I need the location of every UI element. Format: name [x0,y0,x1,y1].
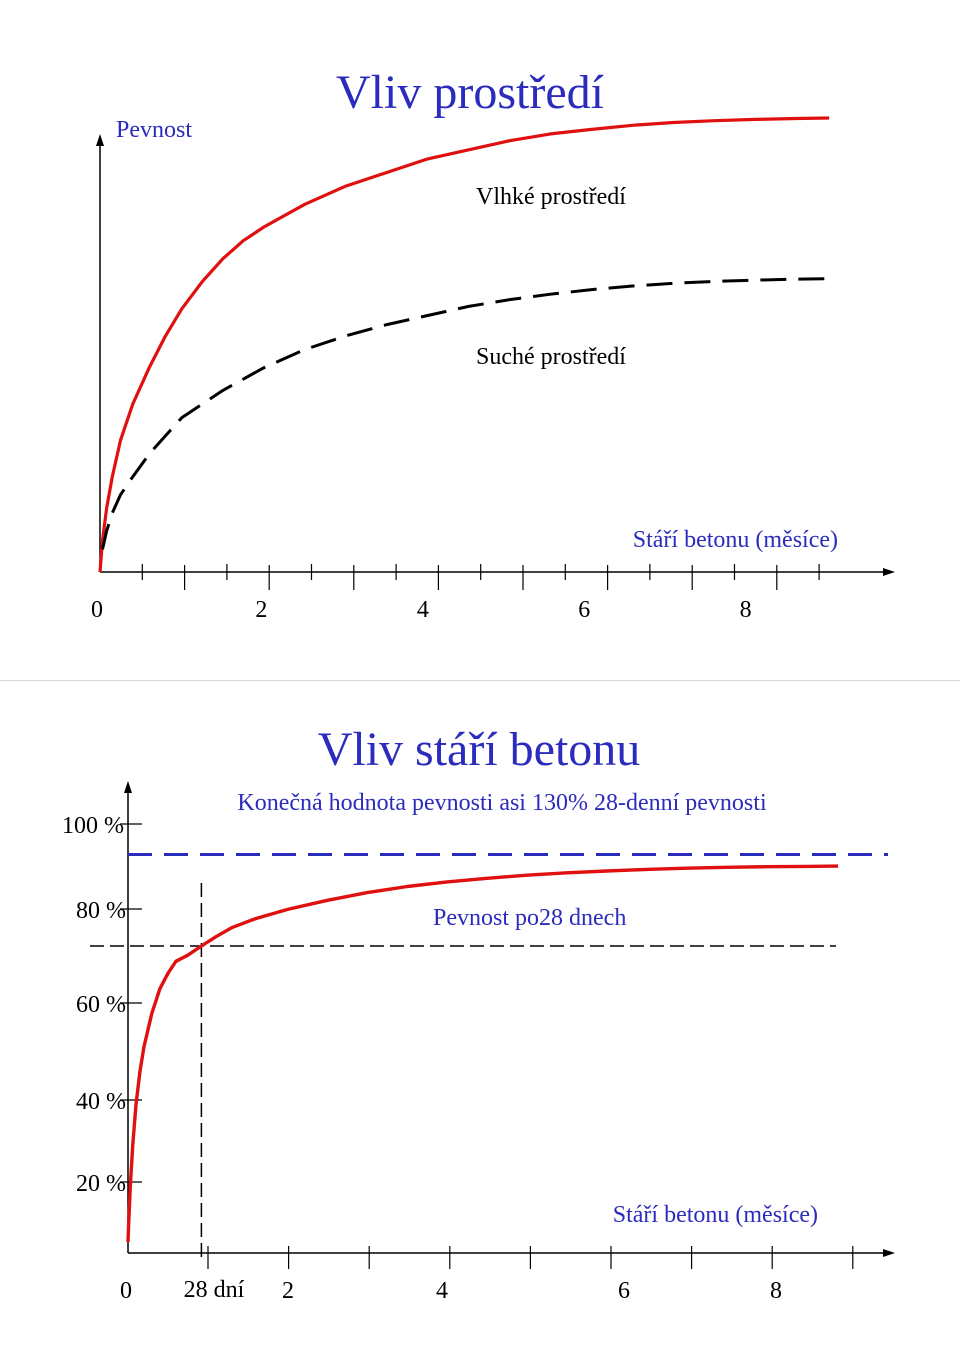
slide-concrete-age [0,681,960,1358]
x-tick-label: 0 [91,597,103,623]
chart-title: Vliv stáří betonu [317,723,641,776]
y-tick-label: 100 % [62,813,124,839]
x-tick-label: 0 [120,1278,132,1304]
x-tick-label: 6 [578,597,591,623]
series-label-wet: Vlhké prostředí [476,184,626,210]
final-strength-note: Konečná hodnota pevnosti asi 130% 28-denní pevnosti [237,790,767,816]
x-tick-label: 8 [739,597,752,623]
y-axis-arrow-icon [96,134,104,146]
x-tick-label: 6 [618,1278,630,1304]
y-tick-label: 40 % [76,1089,126,1115]
series-label-dry: Suché prostředí [476,344,626,370]
x-tick-label: 4 [436,1278,448,1304]
x-marker-label: 28 dní [183,1277,245,1303]
concrete-age-chart [0,681,960,1358]
x-axis-arrow-icon [883,1249,895,1257]
chart-title: Vliv prostředí [336,66,604,119]
y-axis-label: Pevnost [116,117,193,143]
y-tick-label: 60 % [76,992,126,1018]
x-axis-label: Stáří betonu (měsíce) [632,527,838,553]
y-axis-arrow-icon [124,781,132,793]
strength-28-days-note: Pevnost po28 dnech [433,905,627,931]
x-tick-label: 8 [770,1278,782,1304]
x-axis-label: Stáří betonu (měsíce) [612,1202,818,1228]
x-tick-label: 4 [416,597,429,623]
x-tick-label: 2 [255,597,268,623]
y-tick-label: 80 % [76,898,126,924]
y-tick-label: 20 % [76,1171,126,1197]
x-tick-label: 2 [282,1278,294,1304]
x-axis-arrow-icon [883,568,895,576]
series-line-dry [103,279,830,550]
series-line-wet [100,118,829,572]
